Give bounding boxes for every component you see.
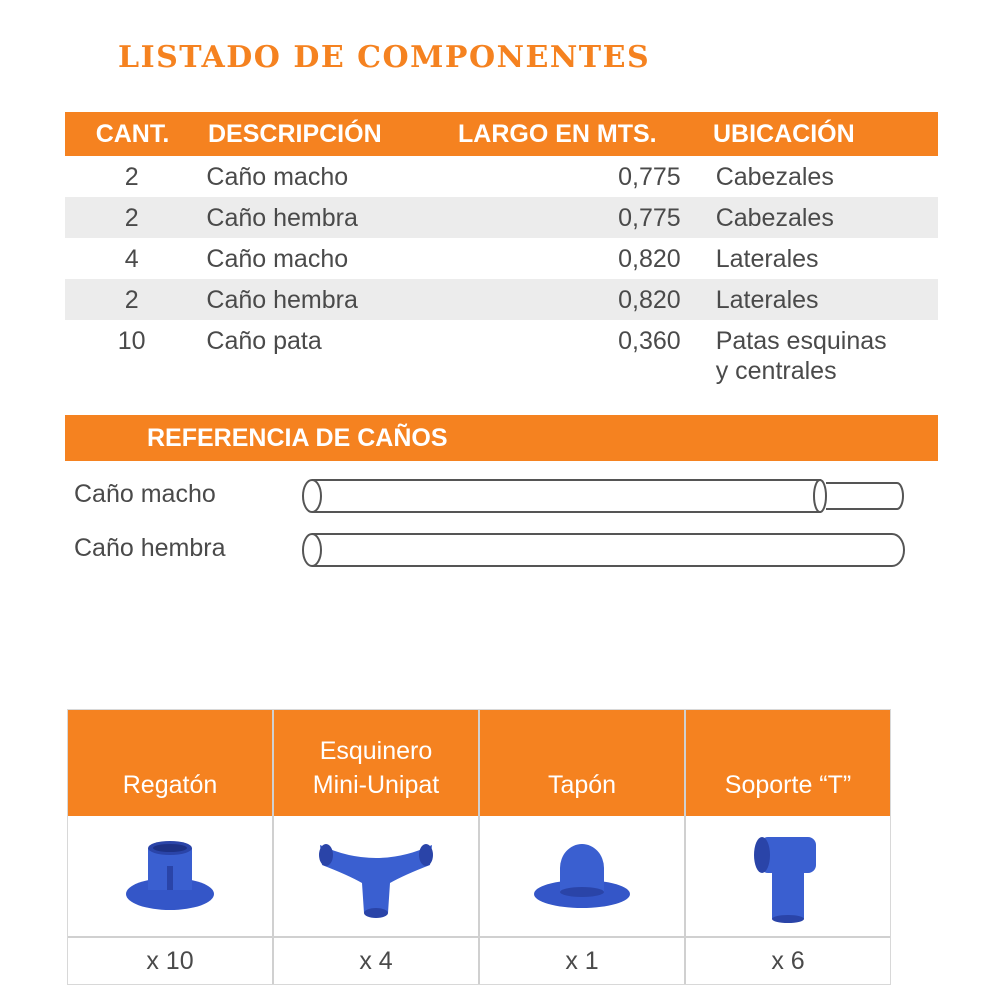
cell-descripcion: Caño macho [206,163,349,191]
table-row [65,238,938,279]
cell-largo: 0,775 [618,163,681,191]
part-quantity: x 1 [565,946,599,975]
header-ubicacion: UBICACIÓN [713,119,855,148]
cell-ubicacion [681,320,938,396]
part-quantity: x 10 [146,946,194,975]
cell-ubicacion: Cabezales [715,163,834,191]
part-name [313,734,439,802]
cell-descripcion: Caño macho [206,245,349,273]
pipe-label-macho: Caño macho [74,480,216,508]
page-title: LISTADO DE COMPONENTES [118,40,651,75]
cell-largo: 0,360 [618,327,681,355]
part-name: Regatón [122,771,218,799]
cell-ubicacion: Laterales [715,286,819,314]
esquinero-icon [316,831,436,921]
cell-cant: 2 [124,204,139,232]
parts-table [67,709,891,985]
cell-largo: 0,820 [618,245,681,273]
part-name: Soporte “T” [724,771,852,799]
table-row [65,320,938,396]
part-tapon [480,710,686,984]
cell-ubicacion: Laterales [715,245,819,273]
part-esquinero [274,710,480,984]
cell-ubicacion: Cabezales [715,204,834,232]
part-name: Tapón [547,771,617,799]
cell-cant: 2 [124,163,139,191]
header-descripcion: DESCRIPCIÓN [208,119,382,148]
part-name-line2: Mini-Unipat [312,771,440,799]
table-row [65,197,938,238]
part-quantity: x 6 [771,946,805,975]
header-cant: CANT. [95,119,170,148]
header-largo: LARGO EN MTS. [458,119,657,148]
components-table [65,112,938,396]
part-header [274,710,478,816]
cell-descripcion: Caño hembra [206,204,358,232]
part-header [480,710,684,816]
reference-header: REFERENCIA DE CAÑOS [65,415,938,461]
table-row [65,279,938,320]
part-soporte-t [686,710,890,984]
part-header [68,710,272,816]
cell-largo: 0,775 [618,204,681,232]
part-header [686,710,890,816]
cell-cant: 2 [124,286,139,314]
pipe-hembra-illustration [300,531,910,571]
cell-ubicacion-line1: Patas esquinas [715,327,887,355]
cell-descripcion: Caño pata [206,327,322,355]
pipe-macho-illustration [300,477,910,517]
pipe-label-hembra: Caño hembra [74,534,226,562]
regaton-icon [120,836,220,916]
cell-descripcion: Caño hembra [206,286,358,314]
cell-cant: 10 [117,327,146,355]
cell-largo: 0,820 [618,286,681,314]
part-regaton [68,710,274,984]
table-header [65,112,938,156]
part-name-line1: Esquinero [319,737,433,765]
table-row [65,156,938,197]
cell-ubicacion-line2: y centrales [715,357,837,385]
tapon-icon [527,836,637,916]
part-quantity: x 4 [359,946,393,975]
soporte-t-icon [748,829,828,924]
cell-cant: 4 [124,245,139,273]
